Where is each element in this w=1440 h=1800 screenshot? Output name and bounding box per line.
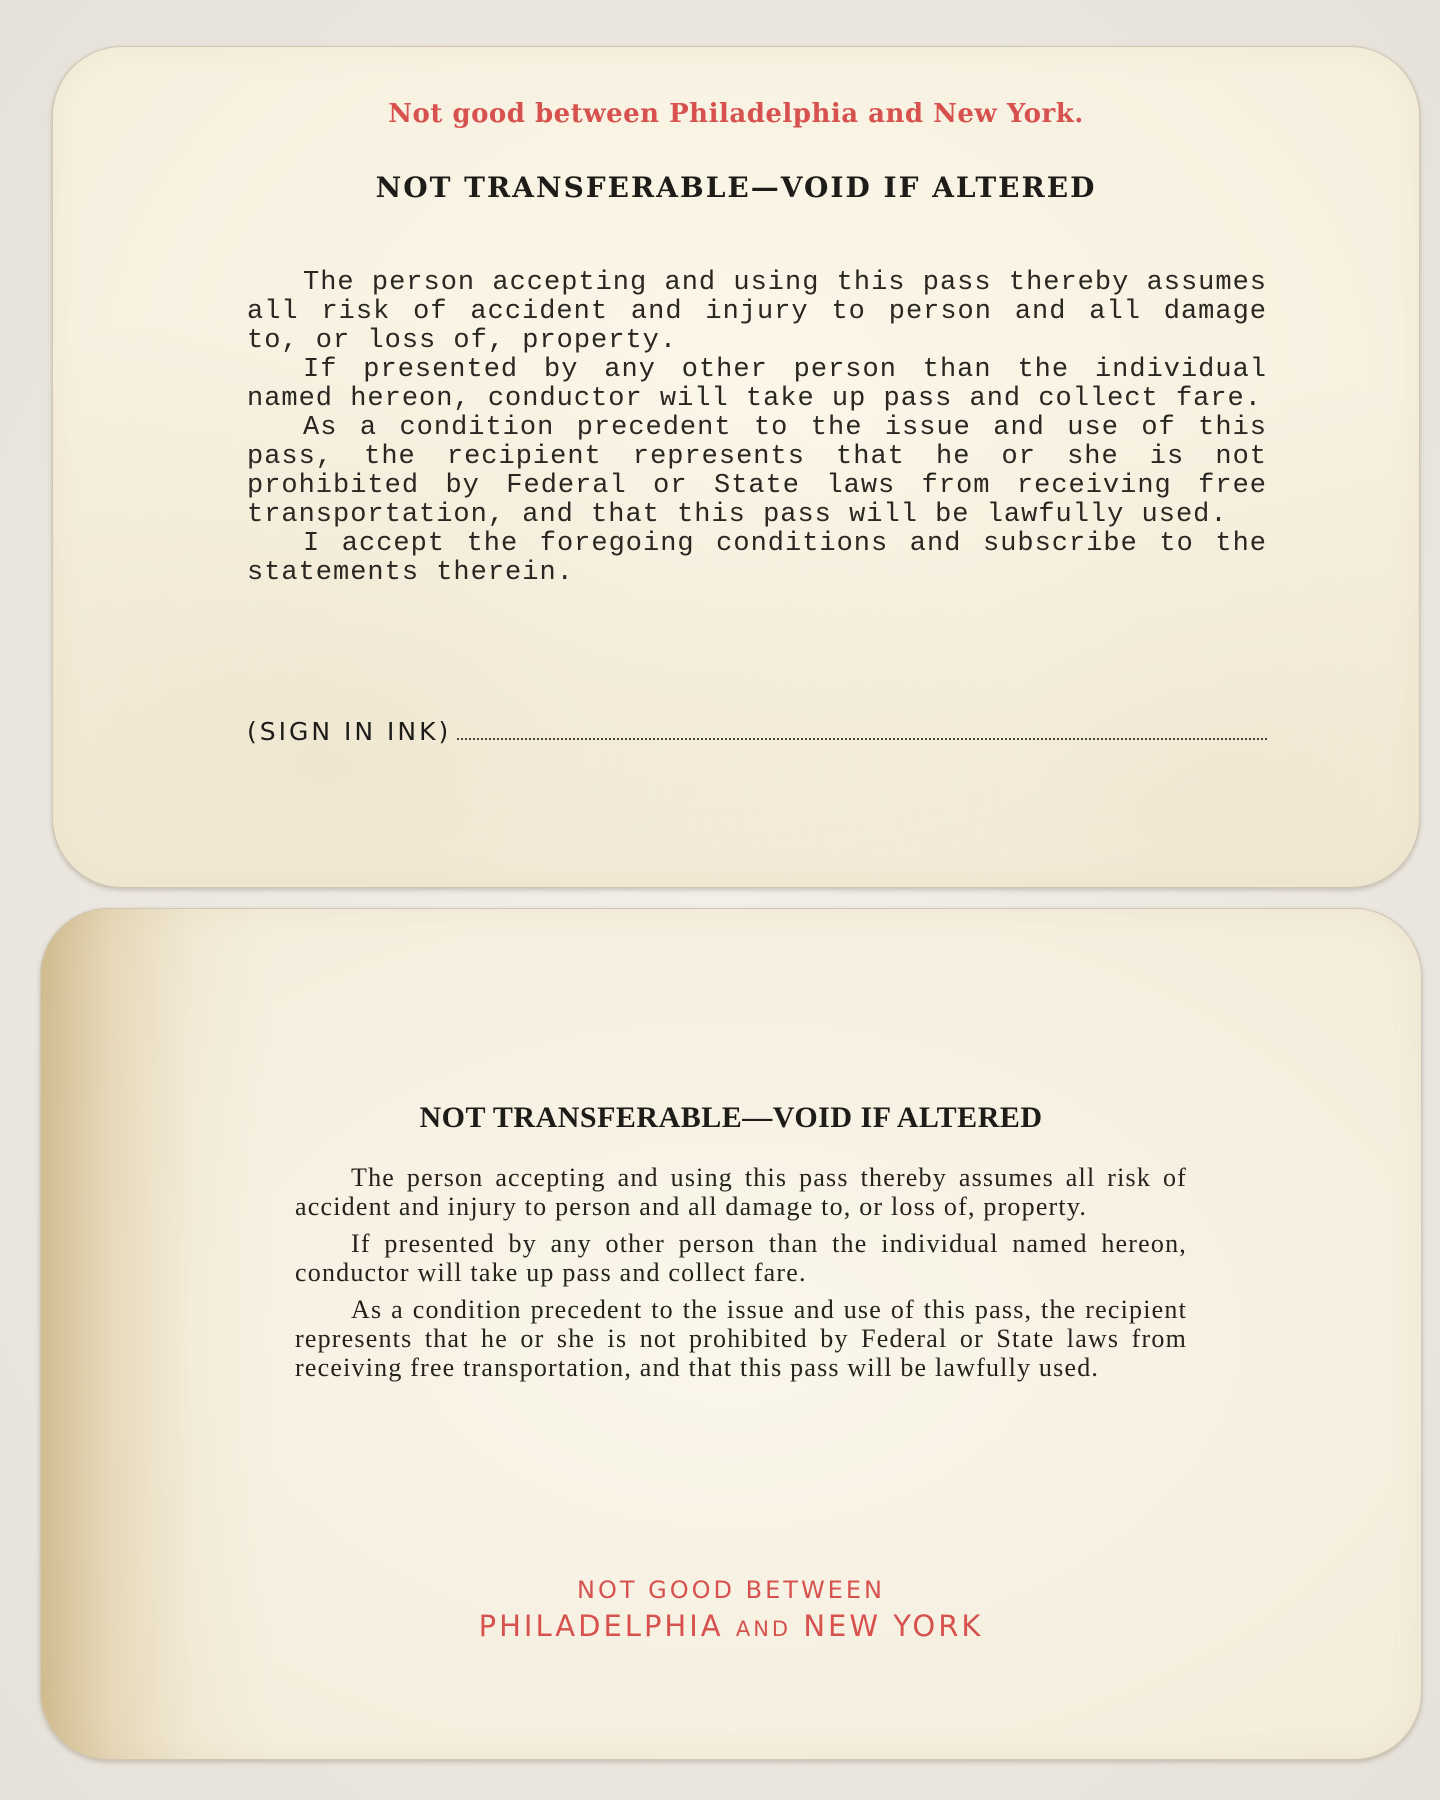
condition-paragraph: As a condition precedent to the issue and use of this pass, the recipient represents that he or she is not prohibited by Federal or State laws from receiving free transportation, and that this pass will be lawfully used. — [247, 413, 1267, 530]
signature-dotted-line — [457, 737, 1267, 740]
pass-card-back-top — [52, 46, 1420, 888]
card-heading: NOT TRANSFERABLE—VOID IF ALTERED — [375, 171, 1097, 204]
route-restriction-notice-line-2 — [41, 1609, 1421, 1643]
condition-paragraph: As a condition precedent to the issue and use of this pass, the recipient represents that he or she is not prohibited by Federal or State laws from receiving free transportation, and that this pass will be lawfully used. — [295, 1295, 1187, 1382]
pass-card-back-bottom — [40, 908, 1422, 1760]
condition-paragraph: The person accepting and using this pass thereby assumes all risk of accident and injury to person and all damage to, or loss of, property. — [247, 268, 1267, 356]
condition-paragraph: If presented by any other person than the individual named hereon, conductor will take up pass and collect fare. — [295, 1229, 1187, 1287]
route-restriction-notice: Not good between Philadelphia and New York. — [388, 99, 1084, 129]
conditions-text — [247, 269, 1267, 588]
route-restriction-notice-line-1: NOT GOOD BETWEEN — [577, 1576, 885, 1604]
notice-and: AND — [735, 1617, 792, 1641]
condition-paragraph: The person accepting and using this pass thereby assumes all risk of accident and injury to person and all damage to, or loss of, property. — [295, 1163, 1187, 1221]
notice-city-philadelphia: PHILADELPHIA — [478, 1609, 724, 1643]
condition-paragraph: If presented by any other person than the individual named hereon, conductor will take up pass and collect fare. — [247, 355, 1267, 414]
conditions-text — [295, 1163, 1187, 1390]
notice-city-new-york: NEW YORK — [803, 1609, 984, 1643]
condition-paragraph: I accept the foregoing conditions and subscribe to the statements therein. — [247, 529, 1267, 588]
card-heading: NOT TRANSFERABLE—VOID IF ALTERED — [419, 1101, 1043, 1134]
signature-line — [247, 717, 1267, 746]
signature-label: (SIGN IN INK) — [247, 717, 452, 746]
